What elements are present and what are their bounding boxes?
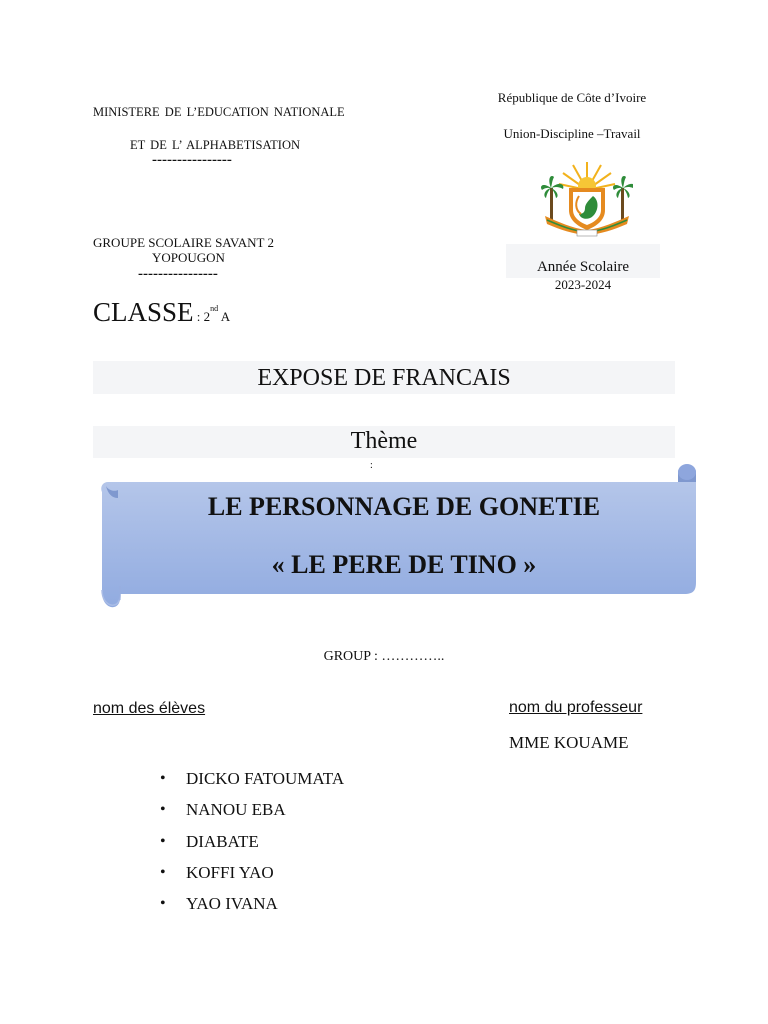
national-motto: Union-Discipline –Travail xyxy=(503,126,641,141)
student-list xyxy=(160,767,344,923)
student-item: • DIABATE xyxy=(160,830,344,861)
class-label: CLASSE xyxy=(93,297,194,327)
student-item: • KOFFI YAO xyxy=(160,861,344,892)
ministry-line-1: MINISTERE DE L’EDUCATION NATIONALE xyxy=(93,105,345,119)
theme-colon: : xyxy=(370,460,373,471)
teacher-name: MME KOUAME xyxy=(509,733,629,752)
class-level-suffix: nd xyxy=(210,304,219,313)
topic-scroll-banner xyxy=(98,462,700,614)
separator-line: ---------------- xyxy=(152,152,232,168)
republic-name: République de Côte d’Ivoire xyxy=(497,90,647,105)
topic-title-line-1: LE PERSONNAGE DE GONETIE xyxy=(207,492,601,521)
school-name: GROUPE SCOLAIRE SAVANT 2 xyxy=(93,235,274,250)
student-item: • NANOU EBA xyxy=(160,798,344,829)
coat-of-arms-icon xyxy=(541,160,633,238)
expose-title: EXPOSE DE FRANCAIS xyxy=(257,365,511,391)
school-year-value: 2023-2024 xyxy=(554,277,612,292)
school-year-label: Année Scolaire xyxy=(536,259,630,275)
school-location: YOPOUGON xyxy=(152,250,225,265)
teacher-heading: nom du professeur xyxy=(509,699,643,716)
class-separator: : xyxy=(193,309,204,324)
class-line xyxy=(93,297,230,328)
student-item: • DICKO FATOUMATA xyxy=(160,767,344,798)
ministry-line-2: ET DE L’ ALPHABETISATION xyxy=(130,138,301,152)
separator-line: ---------------- xyxy=(138,266,218,282)
group-line: GROUP : ………….. xyxy=(323,649,445,664)
topic-title-line-2: « LE PERE DE TINO » xyxy=(271,550,537,579)
student-item: • YAO IVANA xyxy=(160,892,344,923)
class-section: A xyxy=(218,309,231,324)
theme-label: Thème xyxy=(350,428,418,454)
class-level: 2 xyxy=(203,309,211,324)
students-heading: nom des élèves xyxy=(93,700,206,717)
